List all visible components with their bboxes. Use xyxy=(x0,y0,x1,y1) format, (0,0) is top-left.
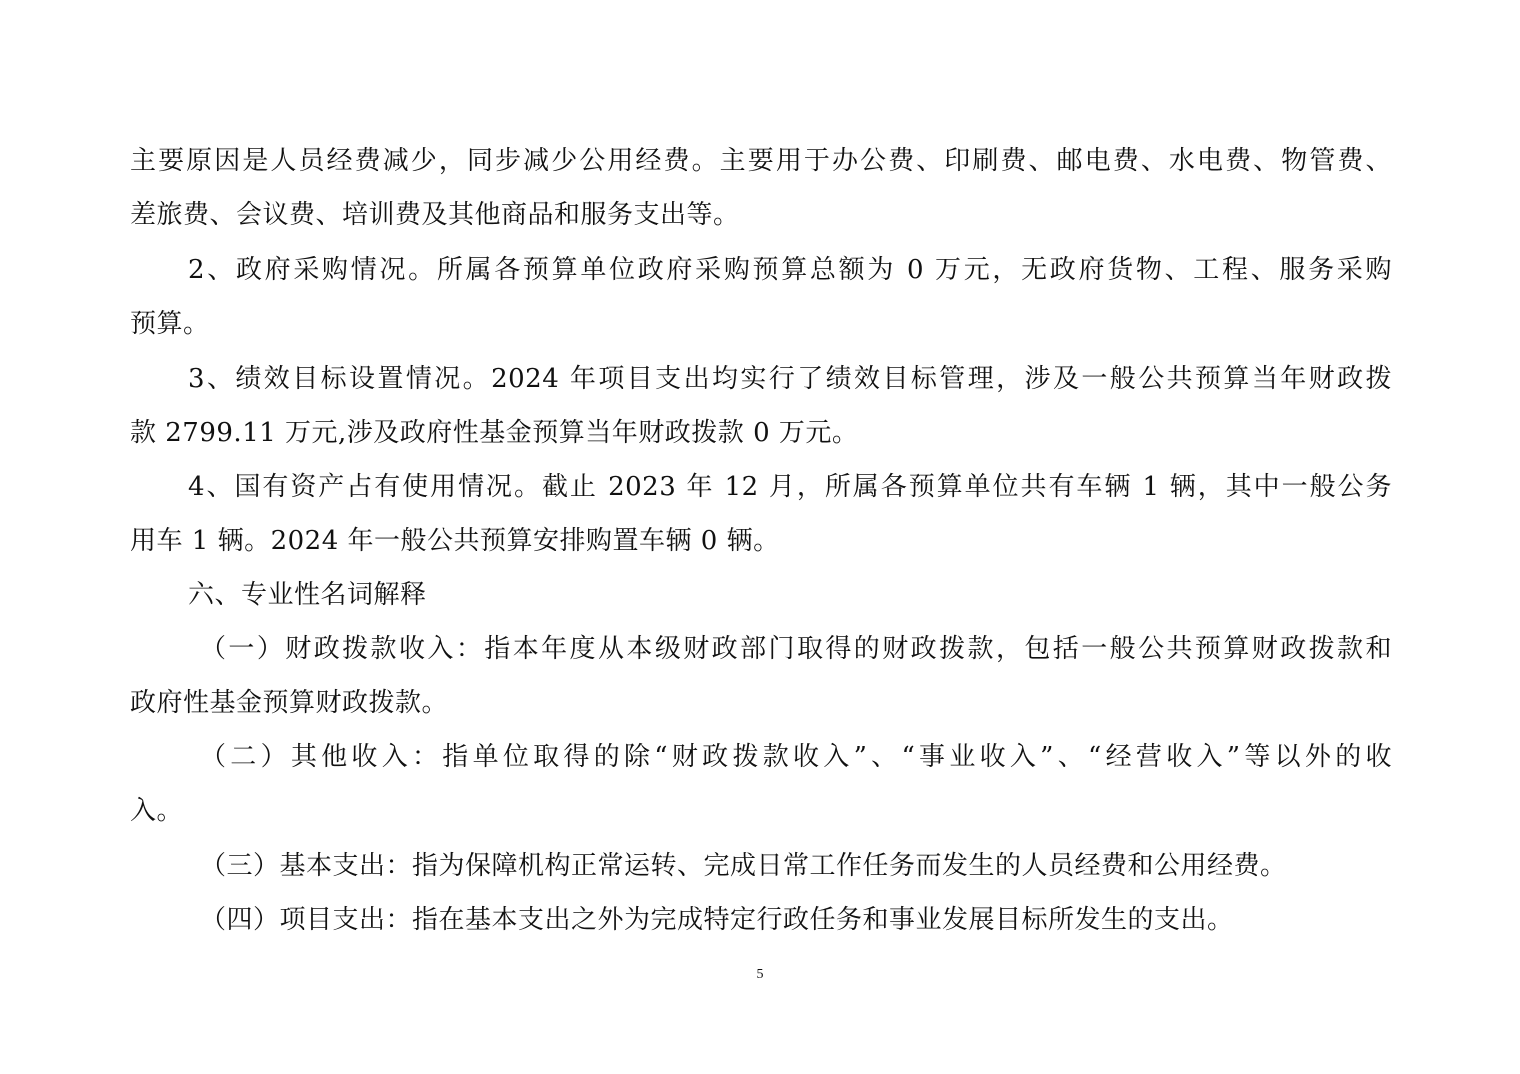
section-heading: 六、专业性名词解释 xyxy=(188,580,427,610)
paragraph-line-10: 政府性基金预算财政拨款。 xyxy=(130,688,449,718)
paragraph-line-1: 主要原因是人员经费减少，同步减少公用经费。主要用于办公费、印刷费、邮电费、水电费、物管费、 xyxy=(130,146,1392,176)
paragraph-line-11: （二）其他收入：指单位取得的除“财政拨款收入”、“事业收入”、“经营收入”等以外的收 xyxy=(200,742,1392,772)
paragraph-line-14: （四）项目支出：指在基本支出之外为完成特定行政任务和事业发展目标所发生的支出。 xyxy=(200,905,1234,935)
paragraph-line-9: （一）财政拨款收入：指本年度从本级财政部门取得的财政拨款，包括一般公共预算财政拨款和 xyxy=(200,634,1392,664)
paragraph-line-8: 用车 1 辆。2024 年一般公共预算安排购置车辆 0 辆。 xyxy=(130,526,780,556)
paragraph-line-7: 4、国有资产占有使用情况。截止 2023 年 12 月，所属各预算单位共有车辆 1 辆，其中一般公务 xyxy=(188,472,1392,502)
paragraph-line-3: 2、政府采购情况。所属各预算单位政府采购预算总额为 0 万元，无政府货物、工程、服务采购 xyxy=(188,255,1392,285)
paragraph-line-5: 3、绩效目标设置情况。2024 年项目支出均实行了绩效目标管理，涉及一般公共预算当年财政拨 xyxy=(188,364,1392,394)
paragraph-line-6: 款 2799.11 万元,涉及政府性基金预算当年财政拨款 0 万元。 xyxy=(130,418,859,448)
paragraph-line-2: 差旅费、会议费、培训费及其他商品和服务支出等。 xyxy=(130,200,740,230)
page-number: 5 xyxy=(756,967,764,982)
paragraph-line-4: 预算。 xyxy=(130,309,210,339)
paragraph-line-13: （三）基本支出：指为保障机构正常运转、完成日常工作任务而发生的人员经费和公用经费。 xyxy=(200,851,1287,881)
paragraph-line-12: 入。 xyxy=(130,796,184,826)
